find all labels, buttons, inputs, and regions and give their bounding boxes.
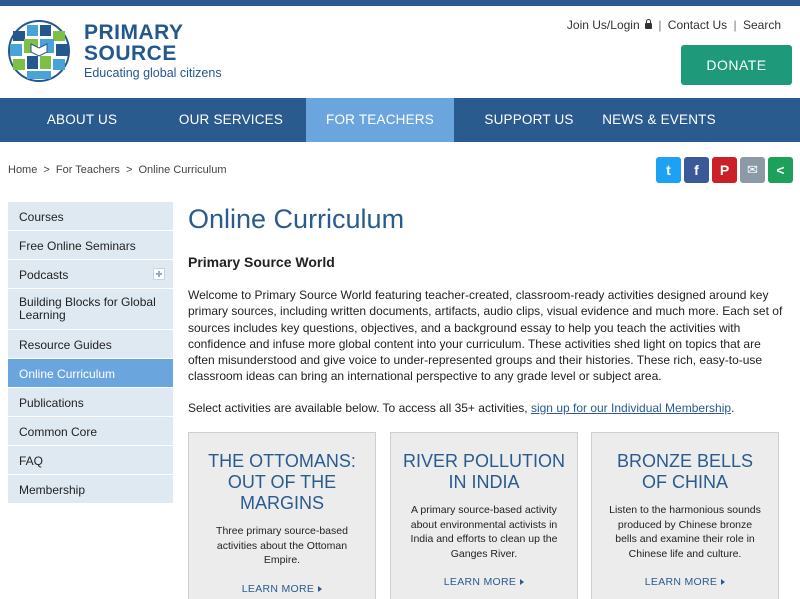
email-icon: ✉ (747, 162, 758, 177)
breadcrumb-for-teachers[interactable]: For Teachers (55, 164, 120, 176)
sidebar-item-online-curriculum[interactable]: Online Curriculum (8, 359, 173, 388)
breadcrumb-separator: > (43, 164, 50, 176)
nav-for-teachers[interactable]: FOR TEACHERS (306, 98, 454, 142)
learn-more-link[interactable] (592, 576, 778, 588)
activity-card-bronze-bells[interactable] (591, 432, 779, 599)
utility-links (567, 18, 781, 32)
sidebar-item-podcasts[interactable] (8, 260, 173, 289)
nav-news-events[interactable]: NEWS & EVENTS (602, 112, 716, 127)
intro-paragraph: Welcome to Primary Source World featuring teacher-created, classroom-ready activities designed around key primary sources, including written documents, artifacts, audio clips, visual evidence and much more. Each set of sources includes key questions, objectives, and a background essay to help you teach the activities with confidence and infuse more global content into your curriculum. These activities shed light on topics that are often misunderstood and give voice to under-represented groups and their histories. These rich, easy-to-use classroom ideas can bring an international perspective to any grade level or subject area. (188, 288, 783, 384)
globe-books-icon (7, 19, 73, 83)
sidebar-item-courses[interactable]: Courses (8, 202, 173, 231)
section-subtitle: Primary Source World (188, 254, 335, 270)
facebook-icon: f (694, 162, 699, 178)
top-accent-bar (0, 0, 800, 6)
twitter-icon: t (666, 162, 671, 178)
share-icon: < (776, 162, 785, 178)
brand-logo[interactable] (7, 19, 237, 83)
membership-signup-link[interactable]: sign up for our Individual Membership (530, 401, 732, 415)
breadcrumb (8, 164, 230, 176)
sidebar-item-faq[interactable]: FAQ (8, 446, 173, 475)
pinterest-share-button[interactable] (712, 157, 737, 183)
brand-tagline: Educating global citizens (84, 66, 222, 80)
learn-more-label: LEARN MORE (443, 576, 517, 588)
card-title[interactable]: BRONZE BELLS OF CHINA (616, 451, 754, 492)
page-title: Online Curriculum (188, 204, 405, 234)
sidebar-item-free-online-seminars[interactable]: Free Online Seminars (8, 231, 173, 260)
pinterest-icon: P (719, 162, 730, 178)
login-link[interactable]: Join Us/Login (566, 18, 640, 32)
twitter-share-button[interactable] (656, 157, 681, 183)
sidebar-item-label: Podcasts (19, 268, 69, 282)
learn-more-label: LEARN MORE (241, 582, 315, 595)
expand-plus-icon[interactable] (153, 268, 165, 280)
card-title[interactable]: THE OTTOMANS: OUT OF THE MARGINS (208, 451, 356, 513)
util-separator: | (658, 18, 662, 32)
arrow-right-icon (721, 579, 725, 585)
select-activities-label: Select activities are available below. To access all 35+ activities, (188, 401, 528, 415)
breadcrumb-separator: > (125, 164, 133, 176)
email-share-button[interactable] (740, 157, 765, 183)
sidebar-item-publications[interactable]: Publications (8, 388, 173, 417)
lock-icon (645, 23, 652, 29)
sidebar-item-membership[interactable]: Membership (8, 475, 173, 504)
card-description: Three primary source-based activities about the Ottoman Empire. (216, 525, 348, 566)
learn-more-link[interactable] (189, 583, 375, 595)
sidebar-item-common-core[interactable]: Common Core (8, 417, 173, 446)
nav-support-us[interactable]: SUPPORT US (484, 112, 574, 127)
util-separator: | (733, 18, 737, 32)
activity-card-ottomans[interactable] (188, 432, 376, 599)
brand-name-line1: PRIMARY (84, 21, 184, 44)
breadcrumb-current: Online Curriculum (138, 164, 227, 176)
nav-our-services[interactable]: OUR SERVICES (178, 112, 284, 127)
learn-more-link[interactable] (391, 576, 577, 588)
search-link[interactable]: Search (742, 18, 781, 32)
card-description: A primary source-based activity about environmental activists in India and efforts to clean up the Ganges River. (410, 504, 558, 560)
main-nav (0, 98, 800, 142)
generic-share-button[interactable] (768, 157, 793, 183)
facebook-share-button[interactable] (684, 157, 709, 183)
nav-about-us[interactable]: ABOUT US (46, 112, 118, 127)
donate-button[interactable]: DONATE (681, 45, 792, 85)
card-title[interactable]: RIVER POLLUTION IN INDIA (402, 451, 566, 492)
sidebar-nav (8, 202, 173, 504)
select-activities-text (188, 401, 734, 415)
learn-more-label: LEARN MORE (644, 576, 718, 588)
activity-card-river-pollution[interactable] (390, 432, 578, 599)
contact-link[interactable]: Contact Us (667, 18, 728, 32)
arrow-right-icon (318, 586, 322, 592)
brand-name-line2: SOURCE (84, 42, 177, 65)
breadcrumb-home[interactable]: Home (8, 164, 38, 176)
sidebar-item-resource-guides[interactable]: Resource Guides (8, 330, 173, 359)
card-description: Listen to the harmonious sounds produced by Chinese bronze bells and examine their role in Chinese life and culture. (609, 504, 761, 560)
arrow-right-icon (520, 579, 524, 585)
sidebar-item-building-blocks[interactable]: Building Blocks for Global Learning (8, 289, 173, 330)
select-activities-end: . (731, 401, 735, 415)
